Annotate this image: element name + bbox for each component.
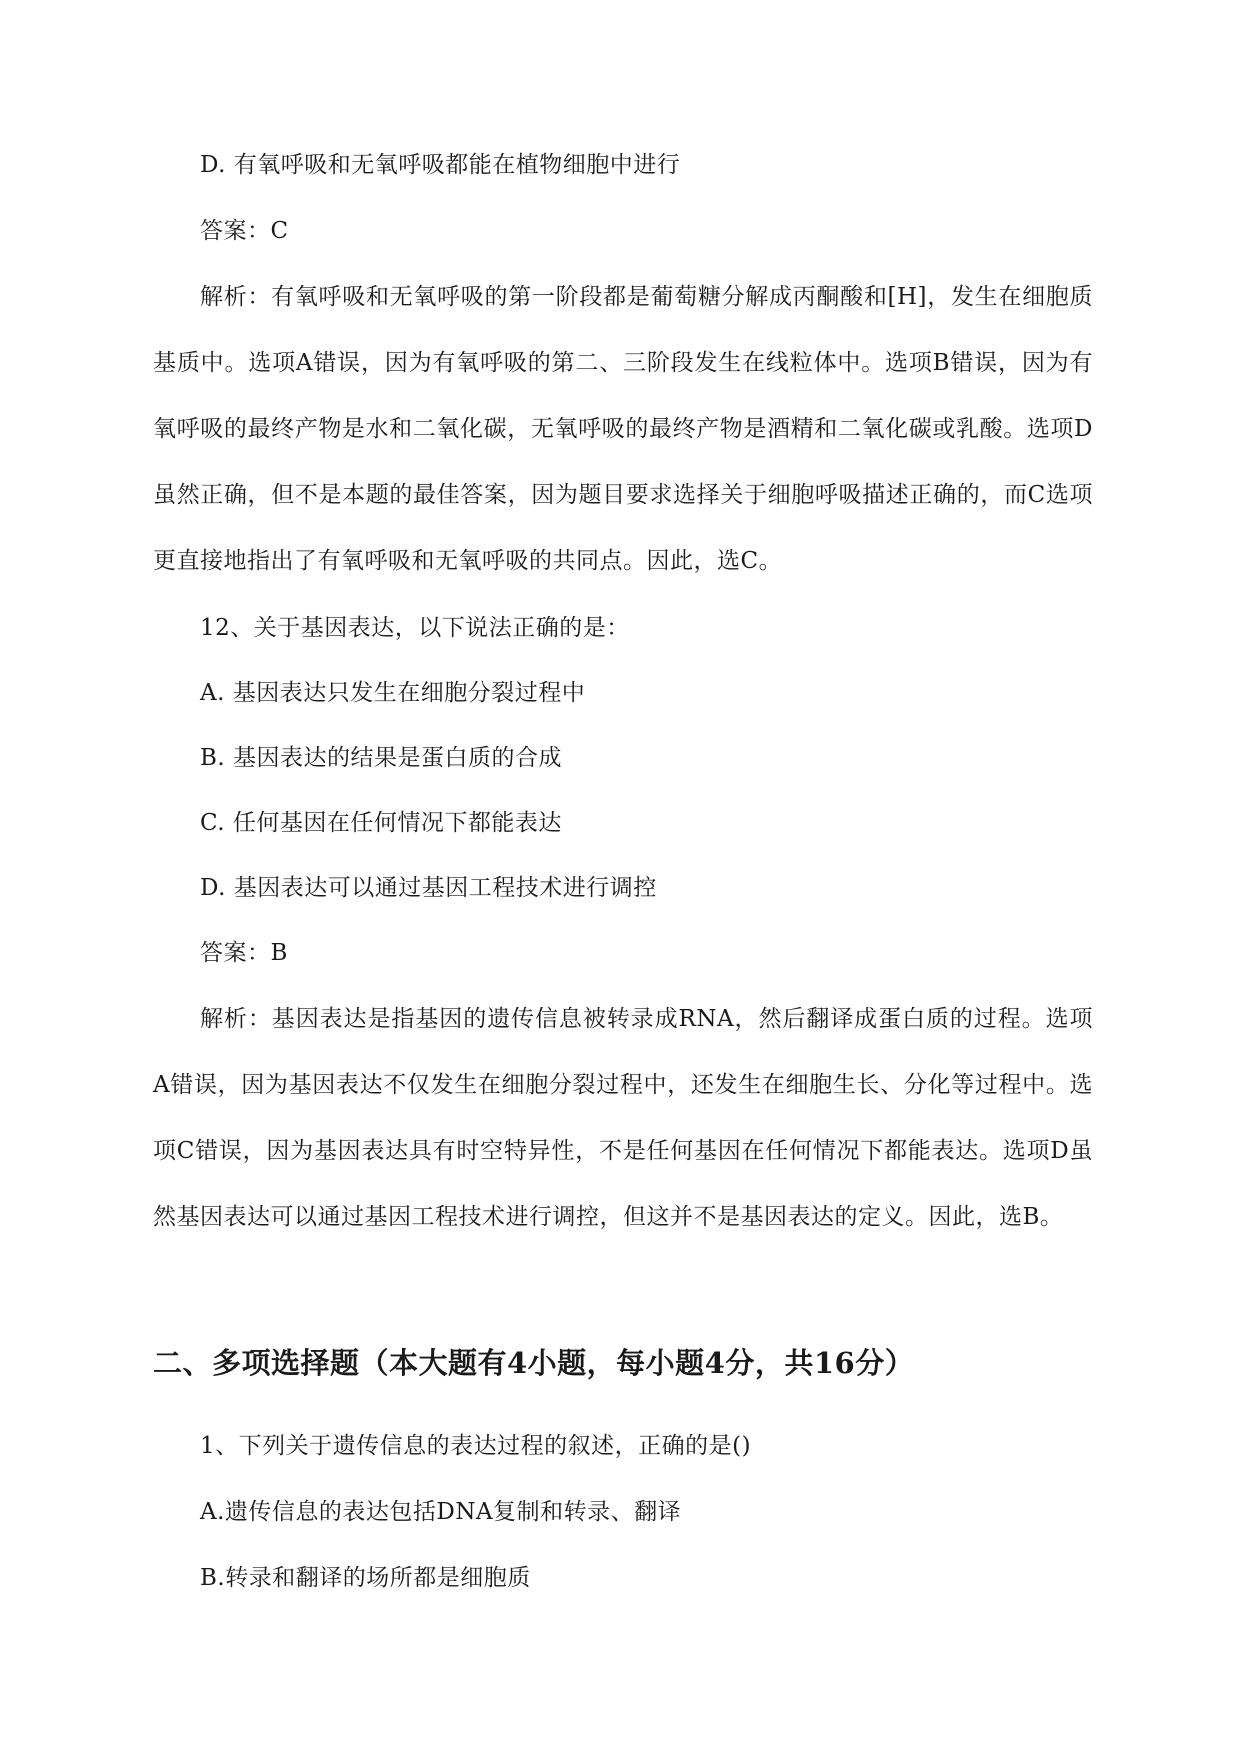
q11-answer: 答案：C (200, 218, 289, 244)
q12-answer: 答案：B (200, 940, 288, 966)
mq1-stem: 1、下列关于遗传信息的表达过程的叙述，正确的是() (200, 1433, 752, 1459)
q12-option-d: D. 基因表达可以通过基因工程技术进行调控 (200, 875, 657, 901)
mq1-option-a: A.遗传信息的表达包括DNA复制和转录、翻译 (200, 1499, 682, 1525)
q12-stem: 12、关于基因表达，以下说法正确的是： (200, 615, 630, 641)
q11-option-d: D. 有氧呼吸和无氧呼吸都能在植物细胞中进行 (200, 152, 681, 178)
q12-analysis: 解析：基因表达是指基因的遗传信息被转录成RNA，然后翻译成蛋白质的过程。选项A错误，因为基因表达不仅发生在细胞分裂过程中，还发生在细胞生长、分化等过程中。选项C错误，因为基因表达具有时空特异性，不是任何基因在任何情况下都能表达。选项D虽然基因表达可以通过基因工程技术进行调控，但这并不是基因表达的定义。因此，选B。 (153, 1006, 1093, 1230)
q12-option-b: B. 基因表达的结果是蛋白质的合成 (200, 745, 563, 771)
q11-analysis: 解析：有氧呼吸和无氧呼吸的第一阶段都是葡萄糖分解成丙酮酸和[H]，发生在细胞质基质中。选项A错误，因为有氧呼吸的第二、三阶段发生在线粒体中。选项B错误，因为有氧呼吸的最终产物是水和二氧化碳，无氧呼吸的最终产物是酒精和二氧化碳或乳酸。选项D虽然正确，但不是本题的最佳答案，因为题目要求选择关于细胞呼吸描述正确的，而C选项更直接地指出了有氧呼吸和无氧呼吸的共同点。因此，选C。 (153, 284, 1093, 574)
q12-option-c: C. 任何基因在任何情况下都能表达 (200, 810, 562, 836)
q12-option-a: A. 基因表达只发生在细胞分裂过程中 (200, 680, 586, 706)
mq1-option-b: B.转录和翻译的场所都是细胞质 (200, 1565, 531, 1591)
section-heading: 二、多项选择题（本大题有4小题，每小题4分，共16分） (153, 1346, 915, 1380)
